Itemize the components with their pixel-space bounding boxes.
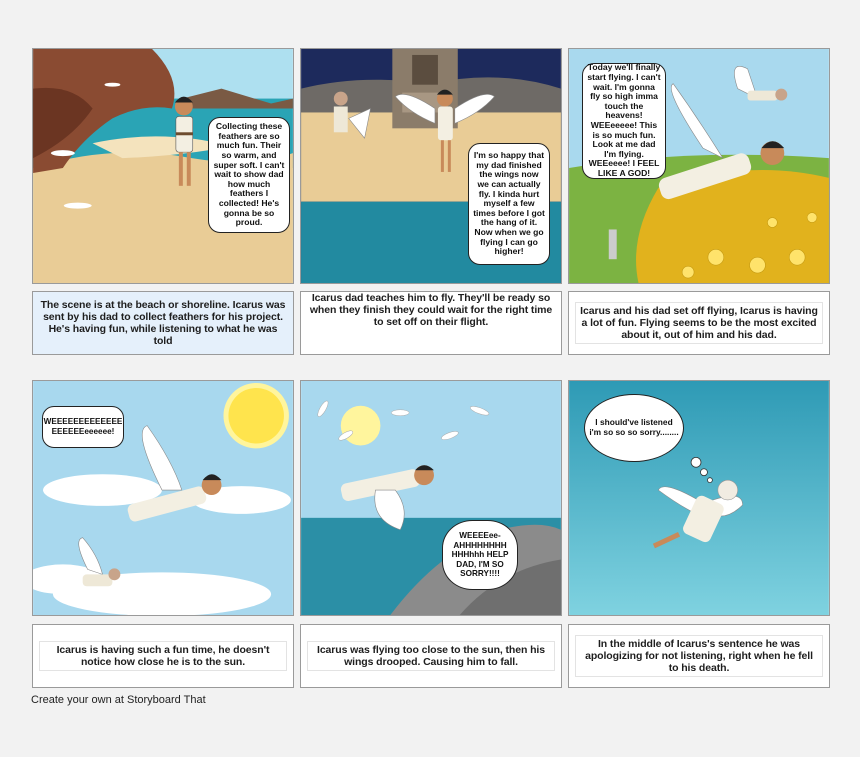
caption-4 [32, 624, 294, 688]
caption-6-text: In the middle of Icarus's sentence he was apologizing for not listening, right when he fell to his death. [575, 635, 823, 677]
caption-1-text: The scene is at the beach or shoreline. Icarus was sent by his dad to collect feathers for his project. He's having fun, while listening to what he was told [40, 299, 286, 347]
caption-3 [568, 291, 830, 355]
panel-5-illustration [301, 381, 561, 615]
caption-3-text: Icarus and his dad set off flying, Icarus is having a lot of fun. Flying seems to be the most excited about it, out of him and his dad. [575, 302, 823, 344]
panel-5 [300, 380, 562, 616]
caption-4-text: Icarus is having such a fun time, he doesn't notice how close he is to the sun. [39, 641, 287, 671]
thought-bubble-6: I should've listened i'm so so so sorry........ [584, 394, 684, 462]
caption-1 [32, 291, 294, 355]
speech-bubble-2: I'm so happy that my dad finished the wings now we can actually fly. I kinda hurt myself a few times before I got the hang of it. Now when we go flying I can go higher! [468, 143, 550, 265]
speech-bubble-4: WEEEEEEEEEEEEE EEEEEEeeeeee! [42, 406, 124, 448]
speech-bubble-3: Today we'll finally start flying. I can't wait. I'm gonna fly so high imma touch the heavens! WEEeeeee! This is so much fun. Look at me dad I'm flying. WEEeeee! I FEEL LIKE A GOD! [582, 63, 666, 179]
storyboard-that-footer[interactable]: Create your own at Storyboard That [31, 694, 206, 706]
caption-6 [568, 624, 830, 688]
caption-2 [300, 291, 562, 355]
speech-bubble-1: Collecting these feathers are so much fun. Their so warm, and super soft. I can't wait to show dad how much feathers I collected! He's gonna be so proud. [208, 117, 290, 233]
caption-2-text: Icarus dad teaches him to fly. They'll be ready so when they finish they could wait for the right time to set off on their flight. [309, 292, 553, 328]
speech-bubble-5: WEEEEee-AHHHHHHHH HHHhhh HELP DAD, I'M SO SORRY!!!! [442, 520, 518, 590]
caption-5 [300, 624, 562, 688]
caption-5-text: Icarus was flying too close to the sun, then his wings drooped. Causing him to fall. [307, 641, 555, 671]
